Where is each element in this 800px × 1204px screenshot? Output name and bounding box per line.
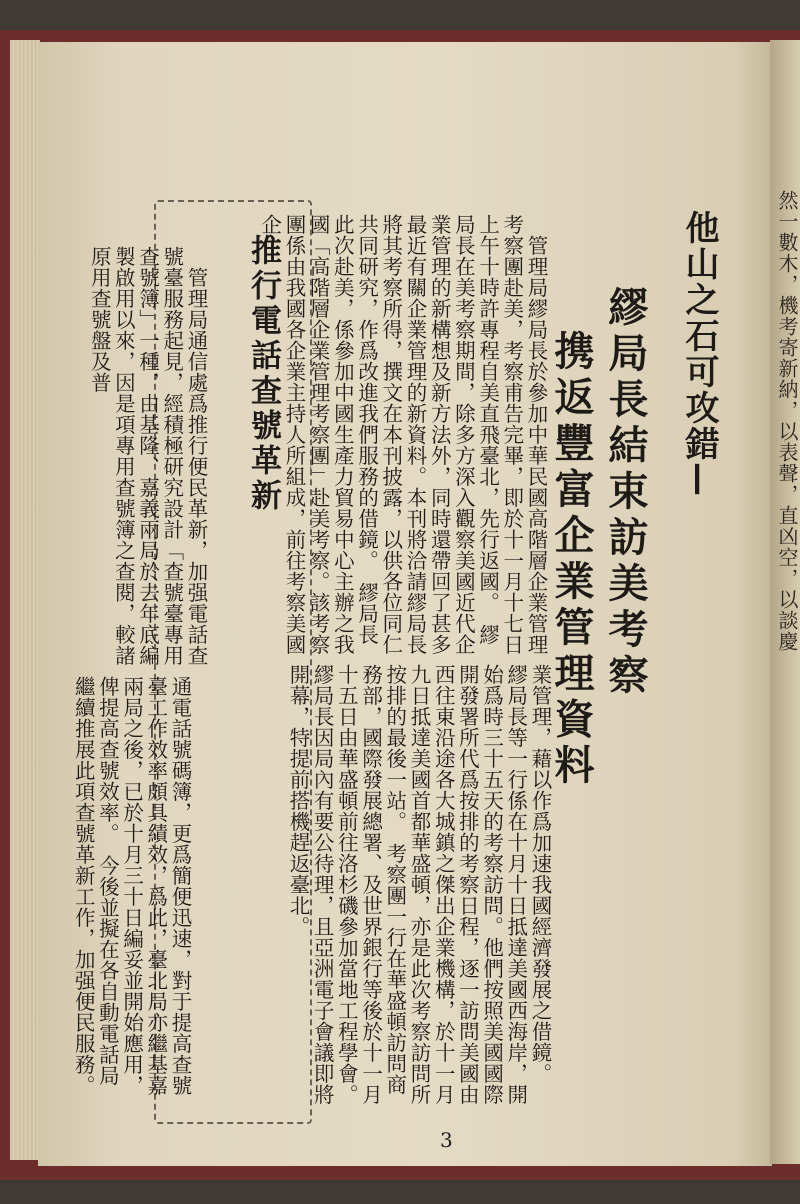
sidebar-text-top: 管理局通信處爲推行便民革新，加强電話查號臺服務起見，經積極研究設計「查號臺專用查號簿」一種，由基隆、嘉義兩局於去年底編製啟用以來，因是項專用查號簿之查閱，較諸原用查號盤及普 (87, 246, 208, 666)
article-text-bottom: 業管理，藉以作爲加速我國經濟發展之借鏡。 繆局長等一行係在十月十日抵達美國西海岸，開始爲時三十五天的考察訪問。他們按照美國國際開發署所代爲按排的考察日程，逐一訪問美國由西往東沿途各大城鎮之傑出企業機構，於十一月九日抵達美國首都華盛頓，亦是此次考察訪問所按排的最後一站。 考察團一行在華盛頓訪問商務部，國際發展總署、及世界銀行等後於十一月十五日由華盛頓前往洛杉磯參加當地工程學會。繆局長因局內有要公待理，且亞洲電子會議即將開幕，特提前搭機趕返臺北。 (285, 664, 552, 1105)
series-title: 他山之石可攻錯— (679, 210, 719, 498)
headline-line1: 繆局長結束訪美考察 (602, 286, 648, 700)
headline-line2: 携返豐富企業管理資料 (548, 330, 594, 790)
page-number: 3 (440, 1128, 453, 1152)
sidebar-text-bottom: 通電話號碼簿，更爲簡便迅速，對于提高查號臺工作效率頗具績效，爲此，臺北局亦繼基嘉兩局之後，已於十月三十日編妥並開始應用，俾提高查號效率。 今後並擬在各自動電話局繼續推展此項查號革新工作，加强便民服務。 (71, 676, 192, 1096)
sidebar-title: 推行電話查號革新 (245, 234, 281, 514)
book-page (38, 42, 772, 1166)
next-page-edge (770, 40, 800, 1164)
page-edge (10, 40, 40, 1160)
next-page-text: 然一數木，機考寄新納，以表聲，直凶空，以談慶 (775, 190, 799, 652)
article-text-top: 管理局繆局長於參加中華民國高階層企業管理考察團赴美，考察甫告完畢，即於十一月十七日上午十時許專程自美直飛臺北，先行返國。 繆局長在美考察期間，除多方深入觀察美國近代企業管理的新構想及新方法外，同時還帶回了甚多最近有關企業管理的新資料。本刊將洽請繆局長將其考察所得，撰文在本刊披露，以供各位同仁共同研究，作爲改進我們服務的借鏡。 繆局長此次赴美，係參加中國生產力貿易中心主辦之我國「高階層企業管理考察團」赴美考察。該考察團係由我國各企業主持人所組成，前往考察美國企 (257, 214, 548, 655)
